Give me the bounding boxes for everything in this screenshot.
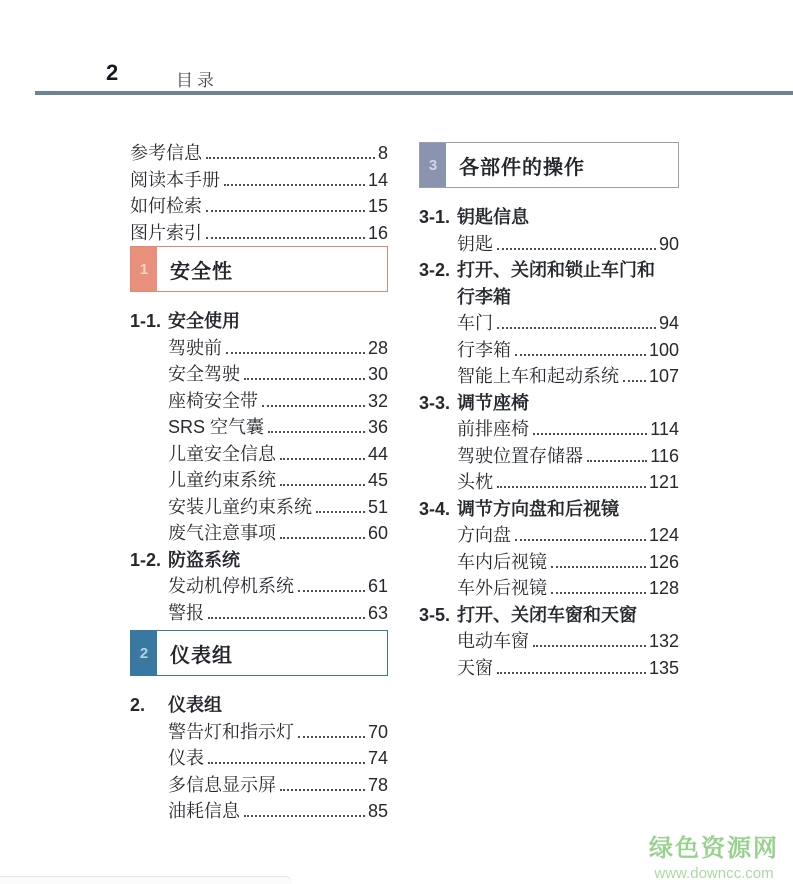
header-rule [35, 91, 793, 95]
toc-entry-page: 74 [367, 748, 388, 768]
toc-entry-page: 85 [367, 801, 388, 821]
toc-entry-leader [316, 511, 365, 513]
toc-entry-label: 车门 [457, 313, 493, 333]
toc-entry-leader [533, 645, 646, 647]
toc-entry [168, 573, 388, 600]
subsection-items [419, 628, 679, 681]
toc-entry-page: 94 [658, 313, 679, 333]
toc-entry-page: 135 [648, 657, 679, 678]
subsection-items [419, 310, 679, 390]
subsection-heading [419, 602, 679, 629]
bottom-cutoff-artifact [0, 876, 292, 884]
subsection-number: 3-2. [419, 260, 451, 280]
toc-entry-leader [280, 537, 365, 539]
subsection-title-line: 打开、关闭车窗和天窗 [457, 604, 637, 625]
toc-entry [457, 443, 679, 470]
toc-entry [168, 361, 388, 388]
section-title: 仪表组 [170, 644, 233, 667]
toc-entry-label: 车内后视镜 [457, 551, 547, 572]
toc-entry-label: 仪表 [168, 748, 204, 768]
section-banner [130, 630, 388, 676]
watermark-site-url: www.downcc.com [654, 865, 774, 882]
toc-entry [168, 745, 388, 772]
toc-entry [130, 140, 388, 167]
toc-entry-page: 51 [367, 496, 388, 517]
toc-entry [168, 414, 388, 441]
page-number: 2 [106, 60, 119, 85]
section-title: 各部件的操作 [459, 156, 585, 179]
toc-entry-leader [497, 672, 646, 674]
toc-entry-leader [244, 815, 365, 817]
toc-subsection [419, 602, 679, 682]
toc-entry-leader [551, 592, 646, 594]
toc-entry-leader [623, 380, 646, 382]
toc-entry [457, 575, 679, 602]
toc-entry [168, 520, 388, 547]
subsection-heading [419, 390, 679, 417]
toc-entry-label: 前排座椅 [457, 419, 529, 439]
toc-entry-leader [208, 762, 365, 764]
toc-entry [168, 798, 388, 825]
subsection-items [419, 522, 679, 602]
toc-entry-page: 121 [648, 472, 679, 492]
toc-entry-leader [280, 484, 365, 486]
subsection-title [457, 204, 529, 231]
toc-entry-page: 90 [658, 233, 679, 254]
toc-subsection [130, 308, 388, 547]
toc-entry-leader [551, 566, 646, 568]
toc-entry-page: 36 [367, 417, 388, 437]
toc-entry-page: 124 [648, 525, 679, 545]
toc-entry [168, 467, 388, 494]
toc-entry [168, 494, 388, 521]
toc-entry-label: 头枕 [457, 472, 493, 492]
toc-entry-page: 61 [367, 576, 388, 596]
toc-entry [457, 363, 679, 390]
toc-entry [168, 600, 388, 627]
toc-entry [168, 719, 388, 746]
toc-entry-label: 座椅安全带 [168, 390, 258, 411]
toc-entry-page: 78 [367, 774, 388, 795]
toc-entry-label: 油耗信息 [168, 801, 240, 821]
page-title: 目录 [176, 71, 218, 90]
toc-entry-leader [515, 539, 646, 541]
toc-entry-leader [262, 405, 365, 407]
subsection-heading [419, 496, 679, 523]
toc-entry [457, 549, 679, 576]
subsection-title-line: 调节座椅 [457, 392, 529, 413]
toc-entry-leader [280, 789, 365, 791]
toc-entry-page: 70 [367, 721, 388, 742]
watermark [649, 828, 779, 882]
subsection-title-line: 仪表组 [168, 695, 222, 715]
subsection-number: 3-4. [419, 498, 451, 519]
toc-entry-leader [497, 248, 656, 250]
toc-entry-label: 阅读本手册 [130, 169, 220, 190]
section-banner [130, 246, 388, 292]
subsection-title [457, 390, 529, 417]
toc-entry-label: 参考信息 [130, 143, 202, 163]
subsection-title [457, 602, 637, 629]
toc-entry [168, 388, 388, 415]
subsection-title-line: 防盗系统 [168, 549, 240, 570]
toc-entry-page: 132 [648, 631, 679, 651]
subsection-title-line: 钥匙信息 [457, 207, 529, 227]
toc-entry-label: 行李箱 [457, 339, 511, 360]
toc-entry-label: 智能上车和起动系统 [457, 366, 619, 386]
toc-entry-leader [206, 157, 375, 159]
toc-entry [457, 337, 679, 364]
subsection-items [130, 573, 388, 626]
toc-entry [130, 193, 388, 220]
section-number-tab: 3 [420, 143, 446, 187]
section-banner [419, 142, 679, 188]
toc-entry-page: 8 [377, 143, 388, 163]
toc-entry [130, 167, 388, 194]
toc-entry-label: 方向盘 [457, 525, 511, 545]
toc-entry-page: 14 [367, 169, 388, 190]
toc-entry-label: 天窗 [457, 657, 493, 678]
toc-entry-page: 15 [367, 196, 388, 216]
front-matter-entries [130, 140, 388, 246]
toc-entry-page: 63 [367, 602, 388, 623]
toc-entry-leader [224, 184, 365, 186]
toc-entry-label: 车外后视镜 [457, 578, 547, 598]
subsection-heading [130, 308, 388, 335]
subsection-title [457, 496, 619, 523]
toc-entry-page: 30 [367, 364, 388, 384]
toc-entry [168, 441, 388, 468]
subsection-heading [419, 257, 679, 310]
toc-subsection [419, 257, 679, 390]
subsection-title-line: 行李箱 [457, 286, 511, 307]
toc-subsection [419, 496, 679, 602]
toc-entry-page: 116 [650, 445, 679, 466]
toc-entry-leader [515, 354, 646, 356]
toc-subsection [130, 692, 388, 825]
toc-subsection [419, 390, 679, 496]
toc-entry-label: 驾驶位置存储器 [457, 445, 583, 466]
toc-entry-leader [206, 237, 365, 239]
toc-right-column [419, 142, 679, 681]
subsection-number: 3-1. [419, 207, 451, 227]
subsection-items [419, 416, 679, 496]
toc-entry-page: 16 [367, 222, 388, 243]
toc-subsection [419, 204, 679, 257]
toc-entry-leader [206, 210, 365, 212]
subsection-number: 1-2. [130, 549, 162, 570]
toc-entry-leader [280, 458, 365, 460]
toc-entry [457, 522, 679, 549]
toc-entry-page: 28 [367, 337, 388, 358]
toc-entry-label: 驾驶前 [168, 337, 222, 358]
subsection-items [130, 719, 388, 825]
toc-entry-label: 儿童安全信息 [168, 443, 276, 464]
toc-entry-label: 警告灯和指示灯 [168, 721, 294, 742]
toc-entry-label: SRS 空气囊 [168, 417, 265, 437]
toc-entry [168, 335, 388, 362]
subsection-title [457, 257, 655, 310]
toc-entry-label: 发动机停机系统 [168, 576, 294, 596]
toc-entry-label: 多信息显示屏 [168, 774, 276, 795]
toc-entry-page: 128 [648, 578, 679, 598]
subsection-title [168, 692, 222, 719]
toc-entry [457, 655, 679, 682]
toc-entry [457, 628, 679, 655]
subsection-heading [419, 204, 679, 231]
toc-entry-page: 114 [650, 419, 679, 439]
toc-entry [457, 231, 679, 258]
subsection-title [168, 547, 240, 574]
section-title: 安全性 [170, 260, 233, 283]
section-number-tab: 1 [131, 247, 157, 291]
toc-entry-page: 44 [367, 443, 388, 464]
toc-entry-label: 钥匙 [457, 233, 493, 254]
toc-entry-leader [497, 327, 656, 329]
section-number-tab: 2 [131, 631, 157, 675]
toc-entry-leader [587, 460, 647, 462]
toc-entry-leader [208, 617, 365, 619]
toc-subsection [130, 547, 388, 627]
subsection-number: 3-3. [419, 392, 451, 413]
toc-entry [457, 469, 679, 496]
subsection-number: 3-5. [419, 604, 451, 625]
toc-entry-page: 107 [648, 366, 679, 386]
toc-entry-leader [226, 352, 365, 354]
toc-entry-label: 安装儿童约束系统 [168, 496, 312, 517]
toc-entry [457, 310, 679, 337]
toc-entry-leader [497, 486, 646, 488]
subsection-items [130, 335, 388, 547]
toc-entry-page: 126 [648, 551, 679, 572]
subsection-title-line: 调节方向盘和后视镜 [457, 498, 619, 519]
toc-entry [168, 772, 388, 799]
toc-entry-label: 儿童约束系统 [168, 470, 276, 490]
toc-entry-label: 电动车窗 [457, 631, 529, 651]
watermark-site-name: 绿色资源网 [649, 835, 779, 862]
subsection-items [419, 231, 679, 258]
toc-entry-leader [533, 433, 647, 435]
toc-entry [130, 220, 388, 247]
toc-entry-page: 45 [367, 470, 388, 490]
toc-entry-label: 废气注意事项 [168, 523, 276, 543]
toc-entry [457, 416, 679, 443]
subsection-heading [130, 692, 388, 719]
toc-entry-page: 100 [648, 339, 679, 360]
toc-entry-leader [268, 431, 365, 433]
toc-entry-label: 安全驾驶 [168, 364, 240, 384]
toc-left-column [130, 140, 388, 825]
toc-entry-leader [244, 378, 365, 380]
toc-entry-label: 图片索引 [130, 222, 202, 243]
subsection-title [168, 308, 240, 335]
toc-entry-page: 60 [367, 523, 388, 543]
toc-entry-label: 警报 [168, 602, 204, 623]
subsection-number: 2. [130, 695, 146, 715]
toc-entry-label: 如何检索 [130, 196, 202, 216]
subsection-number: 1-1. [130, 311, 162, 331]
subsection-title-line: 安全使用 [168, 311, 240, 331]
toc-entry-leader [298, 590, 365, 592]
subsection-heading [130, 547, 388, 574]
subsection-title-line: 打开、关闭和锁止车门和 [457, 260, 655, 280]
toc-entry-page: 32 [367, 390, 388, 411]
toc-entry-leader [298, 736, 365, 738]
